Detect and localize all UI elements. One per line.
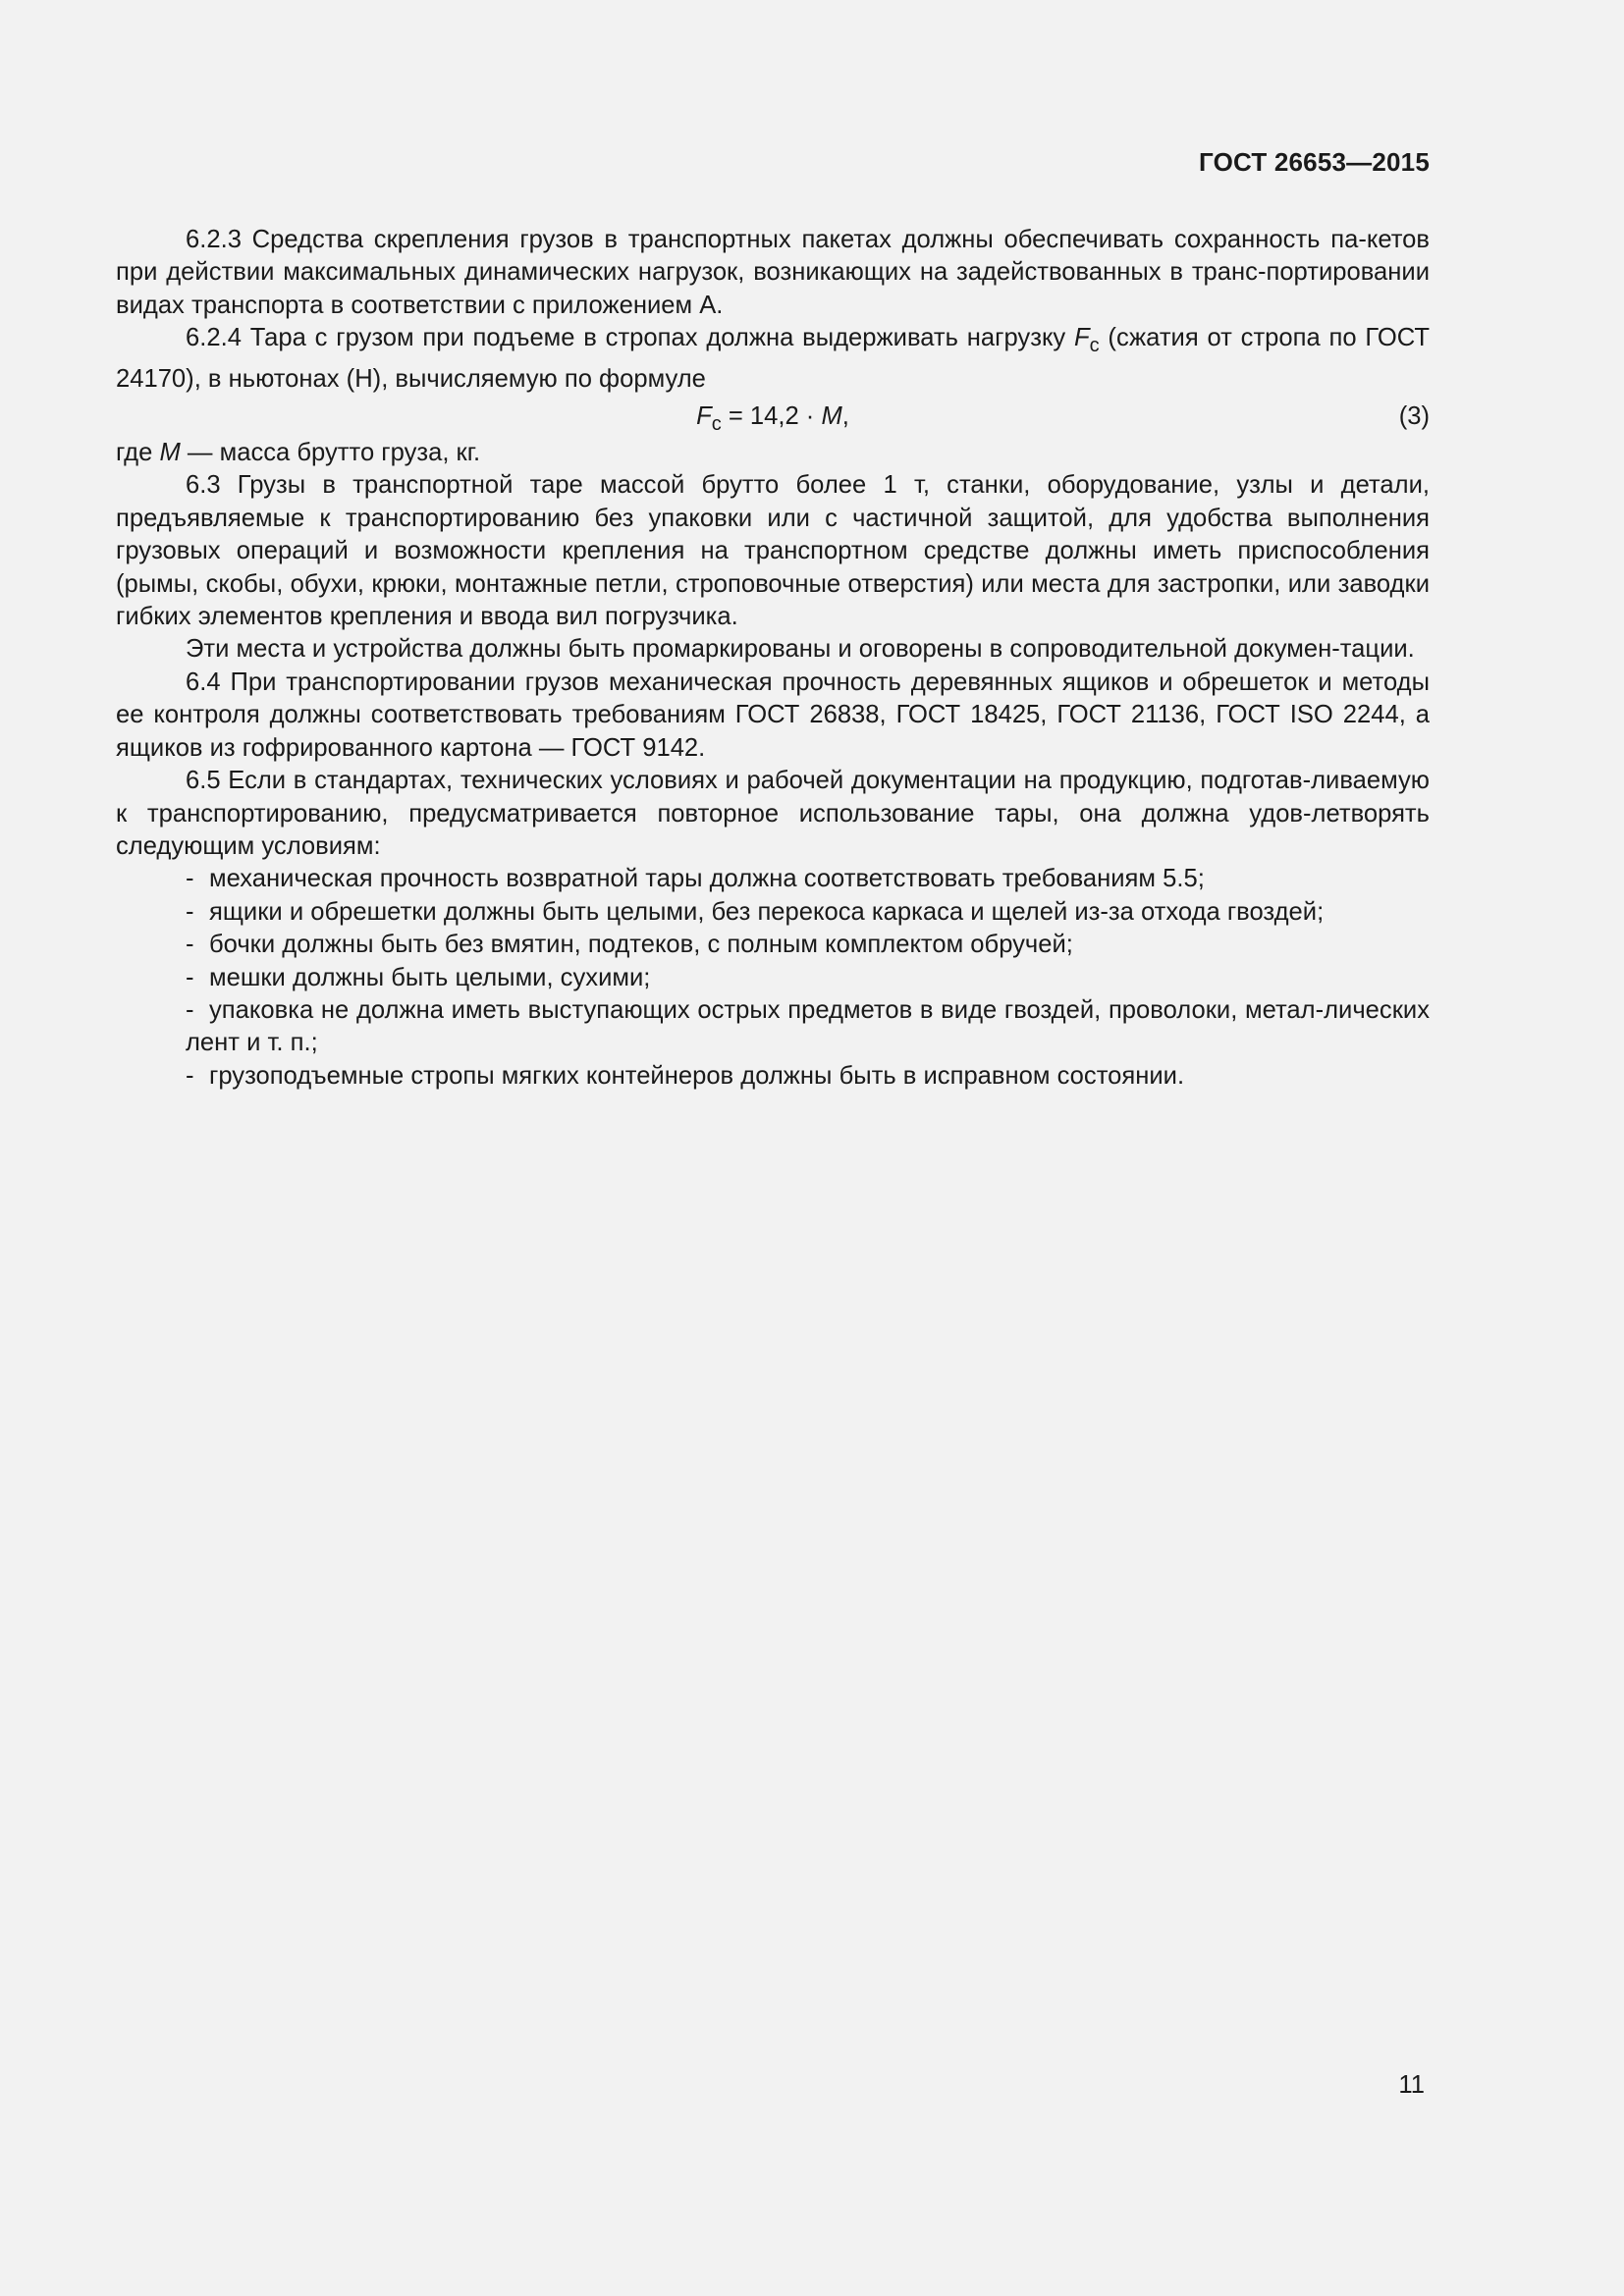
paragraph-6-3: 6.3 Грузы в транспортной таре массой брутто более 1 т, станки, оборудование, узлы и детали, предъявляемые к транспортированию без упаковки или с частичной защитой, для удобства выполнения грузовых операций и возможности крепления на транспортном средстве должны иметь приспособления (рымы, скобы, обухи, крюки, монтажные петли, строповочные отверстия) или места для застропки, или заводки гибких элементов крепления и ввода вил погрузчика. [116, 471, 1430, 631]
paragraph-6-2-4-text-b: (сжатия от стропа по ГОСТ 24170), в ньютонах (Н), вычисляемую по формуле [116, 324, 1430, 393]
paragraph-6-2-4-text-a: 6.2.4 Тара с грузом при подъеме в стропах должна выдерживать нагрузку [186, 324, 1075, 352]
list-item [116, 896, 1430, 929]
list-item [116, 962, 1430, 994]
formula-symbol-f: F [696, 402, 712, 431]
where-text-b: — масса брутто груза, кг. [180, 439, 481, 467]
page-number: 11 [1398, 2071, 1425, 2099]
paragraph-6-2-3: 6.2.3 Средства скрепления грузов в транспортных пакетах должны обеспечивать сохранность па-кетов при действии максимальных динамических нагрузок, возникающих на задействованных в транс-портировании видах транспорта в соответствии с приложением А. [116, 226, 1430, 319]
list-item-text: ящики и обрешетки должны быть целыми, без перекоса каркаса и щелей из-за отхода гвоздей; [209, 897, 1325, 926]
paragraph-6-2-4 [116, 322, 1430, 396]
list-item [116, 994, 1430, 1060]
symbol-f-subscript: с [1089, 335, 1100, 357]
list-item [116, 863, 1430, 895]
document-body [116, 224, 1430, 1093]
formula-row [116, 396, 1430, 437]
list-dash: - [186, 995, 194, 1024]
formula-subscript: с [711, 413, 722, 436]
paragraph-6-3-continued: Эти места и устройства должны быть промаркированы и оговорены в сопроводительной докумен-тации. [186, 635, 1415, 664]
where-text-a: где [116, 439, 160, 467]
list-item [116, 1060, 1430, 1093]
list-item-text: механическая прочность возвратной тары должна соответствовать требованиям 5.5; [209, 865, 1205, 893]
formula-end: , [841, 402, 849, 431]
list-dash: - [186, 865, 194, 893]
list-item-text: мешки должны быть целыми, сухими; [209, 963, 651, 991]
symbol-f: F [1074, 324, 1090, 352]
formula-symbol-m: M [821, 402, 842, 431]
list-item-text: бочки должны быть без вмятин, подтеков, с полным комплектом обручей; [209, 931, 1073, 959]
formula [116, 396, 1430, 445]
where-symbol-m: M [159, 439, 181, 467]
paragraph-6-4: 6.4 При транспортировании грузов механическая прочность деревянных ящиков и обрешеток и методы ее контроля должны соответствовать требованиям ГОСТ 26838, ГОСТ 18425, ГОСТ 21136, ГОСТ ISO 2244, а ящиков из гофрированного картона — ГОСТ 9142. [116, 667, 1430, 762]
conditions-list [116, 863, 1430, 1093]
list-item-text: грузоподъемные стропы мягких контейнеров должны быть в исправном состоянии. [209, 1061, 1185, 1090]
list-dash: - [186, 1061, 194, 1090]
document-header: ГОСТ 26653—2015 [1199, 147, 1430, 177]
list-item-text: упаковка не должна иметь выступающих острых предметов в виде гвоздей, проволоки, метал-лических лент и т. п.; [186, 995, 1430, 1057]
list-dash: - [186, 963, 194, 991]
list-dash: - [186, 931, 194, 959]
formula-middle: = 14,2 · [721, 402, 822, 431]
paragraph-6-5: 6.5 Если в стандартах, технических условиях и рабочей документации на продукцию, подготав-ливаемую к транспортированию, предусматривается повторное использование тары, она должна удов-летворять следующим условиям: [116, 767, 1430, 860]
formula-number: (3) [1398, 402, 1430, 431]
list-item [116, 929, 1430, 961]
list-dash: - [186, 897, 194, 926]
